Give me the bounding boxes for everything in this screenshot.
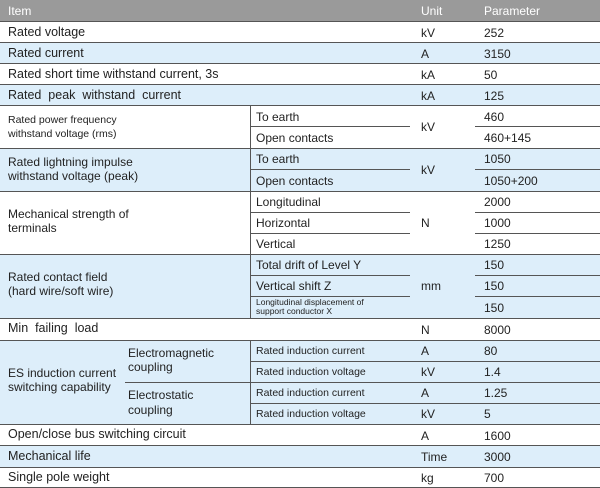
pole-weight-value: 700 (484, 471, 505, 485)
table-rule (250, 403, 600, 404)
table-rule (0, 340, 600, 341)
em-current-label: Rated induction current (256, 345, 365, 357)
mech-strength-unit: N (421, 216, 430, 230)
min-failing-load-label: Min failing load (8, 321, 99, 335)
mech-longitudinal-label: Longitudinal (256, 195, 321, 209)
em-current-value: 80 (484, 344, 498, 358)
header-item: Item (8, 4, 32, 18)
short-time-withstand-label: Rated short time withstand current, 3s (8, 67, 219, 81)
table-rule (0, 63, 600, 64)
table-rule (475, 296, 600, 297)
mechanical-life-unit: Time (421, 450, 448, 464)
longitudinal-displacement-label-2: support conductor X (256, 306, 333, 316)
es-induction-label-1: ES induction current (8, 366, 117, 380)
lightning-to-earth-value: 1050 (484, 152, 511, 166)
mech-horizontal-value: 1000 (484, 216, 511, 230)
electrostatic-label-2: coupling (128, 403, 173, 417)
es-current-unit: A (421, 386, 430, 400)
peak-withstand-label: Rated peak withstand current (8, 88, 182, 102)
mech-vertical-label: Vertical (256, 237, 296, 251)
es-voltage-value: 5 (484, 407, 491, 421)
table-rule (250, 169, 410, 170)
mechanical-life-label: Mechanical life (8, 449, 91, 463)
power-freq-open-contacts-label: Open contacts (256, 131, 334, 145)
rated-voltage-unit: kV (421, 26, 436, 40)
rated-current-label: Rated current (8, 46, 84, 60)
mech-horizontal-label: Horizontal (256, 216, 311, 230)
em-current-unit: A (421, 344, 430, 358)
power-freq-label-1: Rated power frequency (8, 114, 117, 126)
pole-weight-label: Single pole weight (8, 470, 110, 484)
contact-field-unit: mm (421, 279, 441, 293)
header-parameter: Parameter (484, 4, 541, 18)
power-freq-open-contacts-value: 460+145 (484, 131, 532, 145)
lightning-impulse-unit: kV (421, 163, 436, 177)
lightning-to-earth-label: To earth (256, 152, 300, 166)
column-rule (250, 105, 251, 318)
es-induction-label-2: switching capability (8, 380, 111, 394)
lightning-open-contacts-value: 1050+200 (484, 174, 538, 188)
table-rule (250, 212, 410, 213)
es-voltage-unit: kV (421, 407, 436, 421)
lightning-impulse-label-1: Rated lightning impulse (8, 155, 133, 169)
peak-withstand-value: 125 (484, 89, 505, 103)
table-rule (0, 148, 600, 149)
rated-current-unit: A (421, 47, 430, 61)
em-voltage-value: 1.4 (484, 365, 501, 379)
vertical-shift-value: 150 (484, 279, 505, 293)
es-current-value: 1.25 (484, 386, 508, 400)
rated-voltage-label: Rated voltage (8, 25, 86, 39)
table-rule (0, 318, 600, 319)
table-rule (250, 126, 410, 127)
header-unit: Unit (421, 4, 443, 18)
electromagnetic-label-1: Electromagnetic (128, 346, 215, 360)
mech-strength-label-2: terminals (8, 221, 57, 235)
table-rule (475, 233, 600, 234)
table-rule (250, 233, 410, 234)
rated-voltage-value: 252 (484, 26, 505, 40)
electrostatic-label-1: Electrostatic (128, 388, 194, 402)
bus-switching-value: 1600 (484, 429, 511, 443)
table-rule (0, 191, 600, 192)
power-freq-unit: kV (421, 120, 436, 134)
table-rule (250, 361, 600, 362)
bus-switching-unit: A (421, 429, 430, 443)
mech-strength-label-1: Mechanical strength of (8, 207, 129, 221)
electromagnetic-label-2: coupling (128, 360, 173, 374)
em-voltage-label: Rated induction voltage (256, 366, 366, 378)
table-rule (0, 84, 600, 85)
mechanical-life-value: 3000 (484, 450, 511, 464)
column-rule (250, 340, 251, 424)
min-failing-load-value: 8000 (484, 323, 511, 337)
contact-field-label-1: Rated contact field (8, 270, 108, 284)
mech-vertical-value: 1250 (484, 237, 511, 251)
table-rule (0, 254, 600, 255)
bus-switching-label: Open/close bus switching circuit (8, 427, 186, 441)
es-voltage-label: Rated induction voltage (256, 408, 366, 420)
table-rule (0, 21, 600, 22)
pole-weight-unit: kg (421, 471, 434, 485)
vertical-shift-label: Vertical shift Z (256, 279, 332, 293)
table-rule (0, 424, 600, 425)
total-drift-value: 150 (484, 258, 505, 272)
mech-longitudinal-value: 2000 (484, 195, 511, 209)
table-rule (0, 467, 600, 468)
table-rule (475, 126, 600, 127)
longitudinal-displacement-label-1: Longitudinal displacement of (256, 297, 364, 307)
min-failing-load-unit: N (421, 323, 430, 337)
power-freq-label-2: withstand voltage (rms) (8, 128, 117, 140)
contact-field-label-2: (hard wire/soft wire) (8, 284, 114, 298)
lightning-impulse-label-2: withstand voltage (peak) (8, 169, 139, 183)
lightning-open-contacts-label: Open contacts (256, 174, 334, 188)
table-rule (0, 445, 600, 446)
short-time-withstand-value: 50 (484, 68, 498, 82)
power-freq-to-earth-label: To earth (256, 110, 300, 124)
total-drift-label: Total drift of Level Y (256, 258, 362, 272)
rated-current-value: 3150 (484, 47, 511, 61)
short-time-withstand-unit: kA (421, 68, 436, 82)
table-rule (250, 275, 410, 276)
em-voltage-unit: kV (421, 365, 436, 379)
table-rule (0, 42, 600, 43)
table-rule (125, 382, 600, 383)
table-rule (475, 275, 600, 276)
es-current-label: Rated induction current (256, 387, 365, 399)
longitudinal-displacement-value: 150 (484, 301, 505, 315)
power-freq-to-earth-value: 460 (484, 110, 505, 124)
table-rule (475, 212, 600, 213)
peak-withstand-unit: kA (421, 89, 436, 103)
table-rule (475, 169, 600, 170)
table-rule (0, 105, 600, 106)
